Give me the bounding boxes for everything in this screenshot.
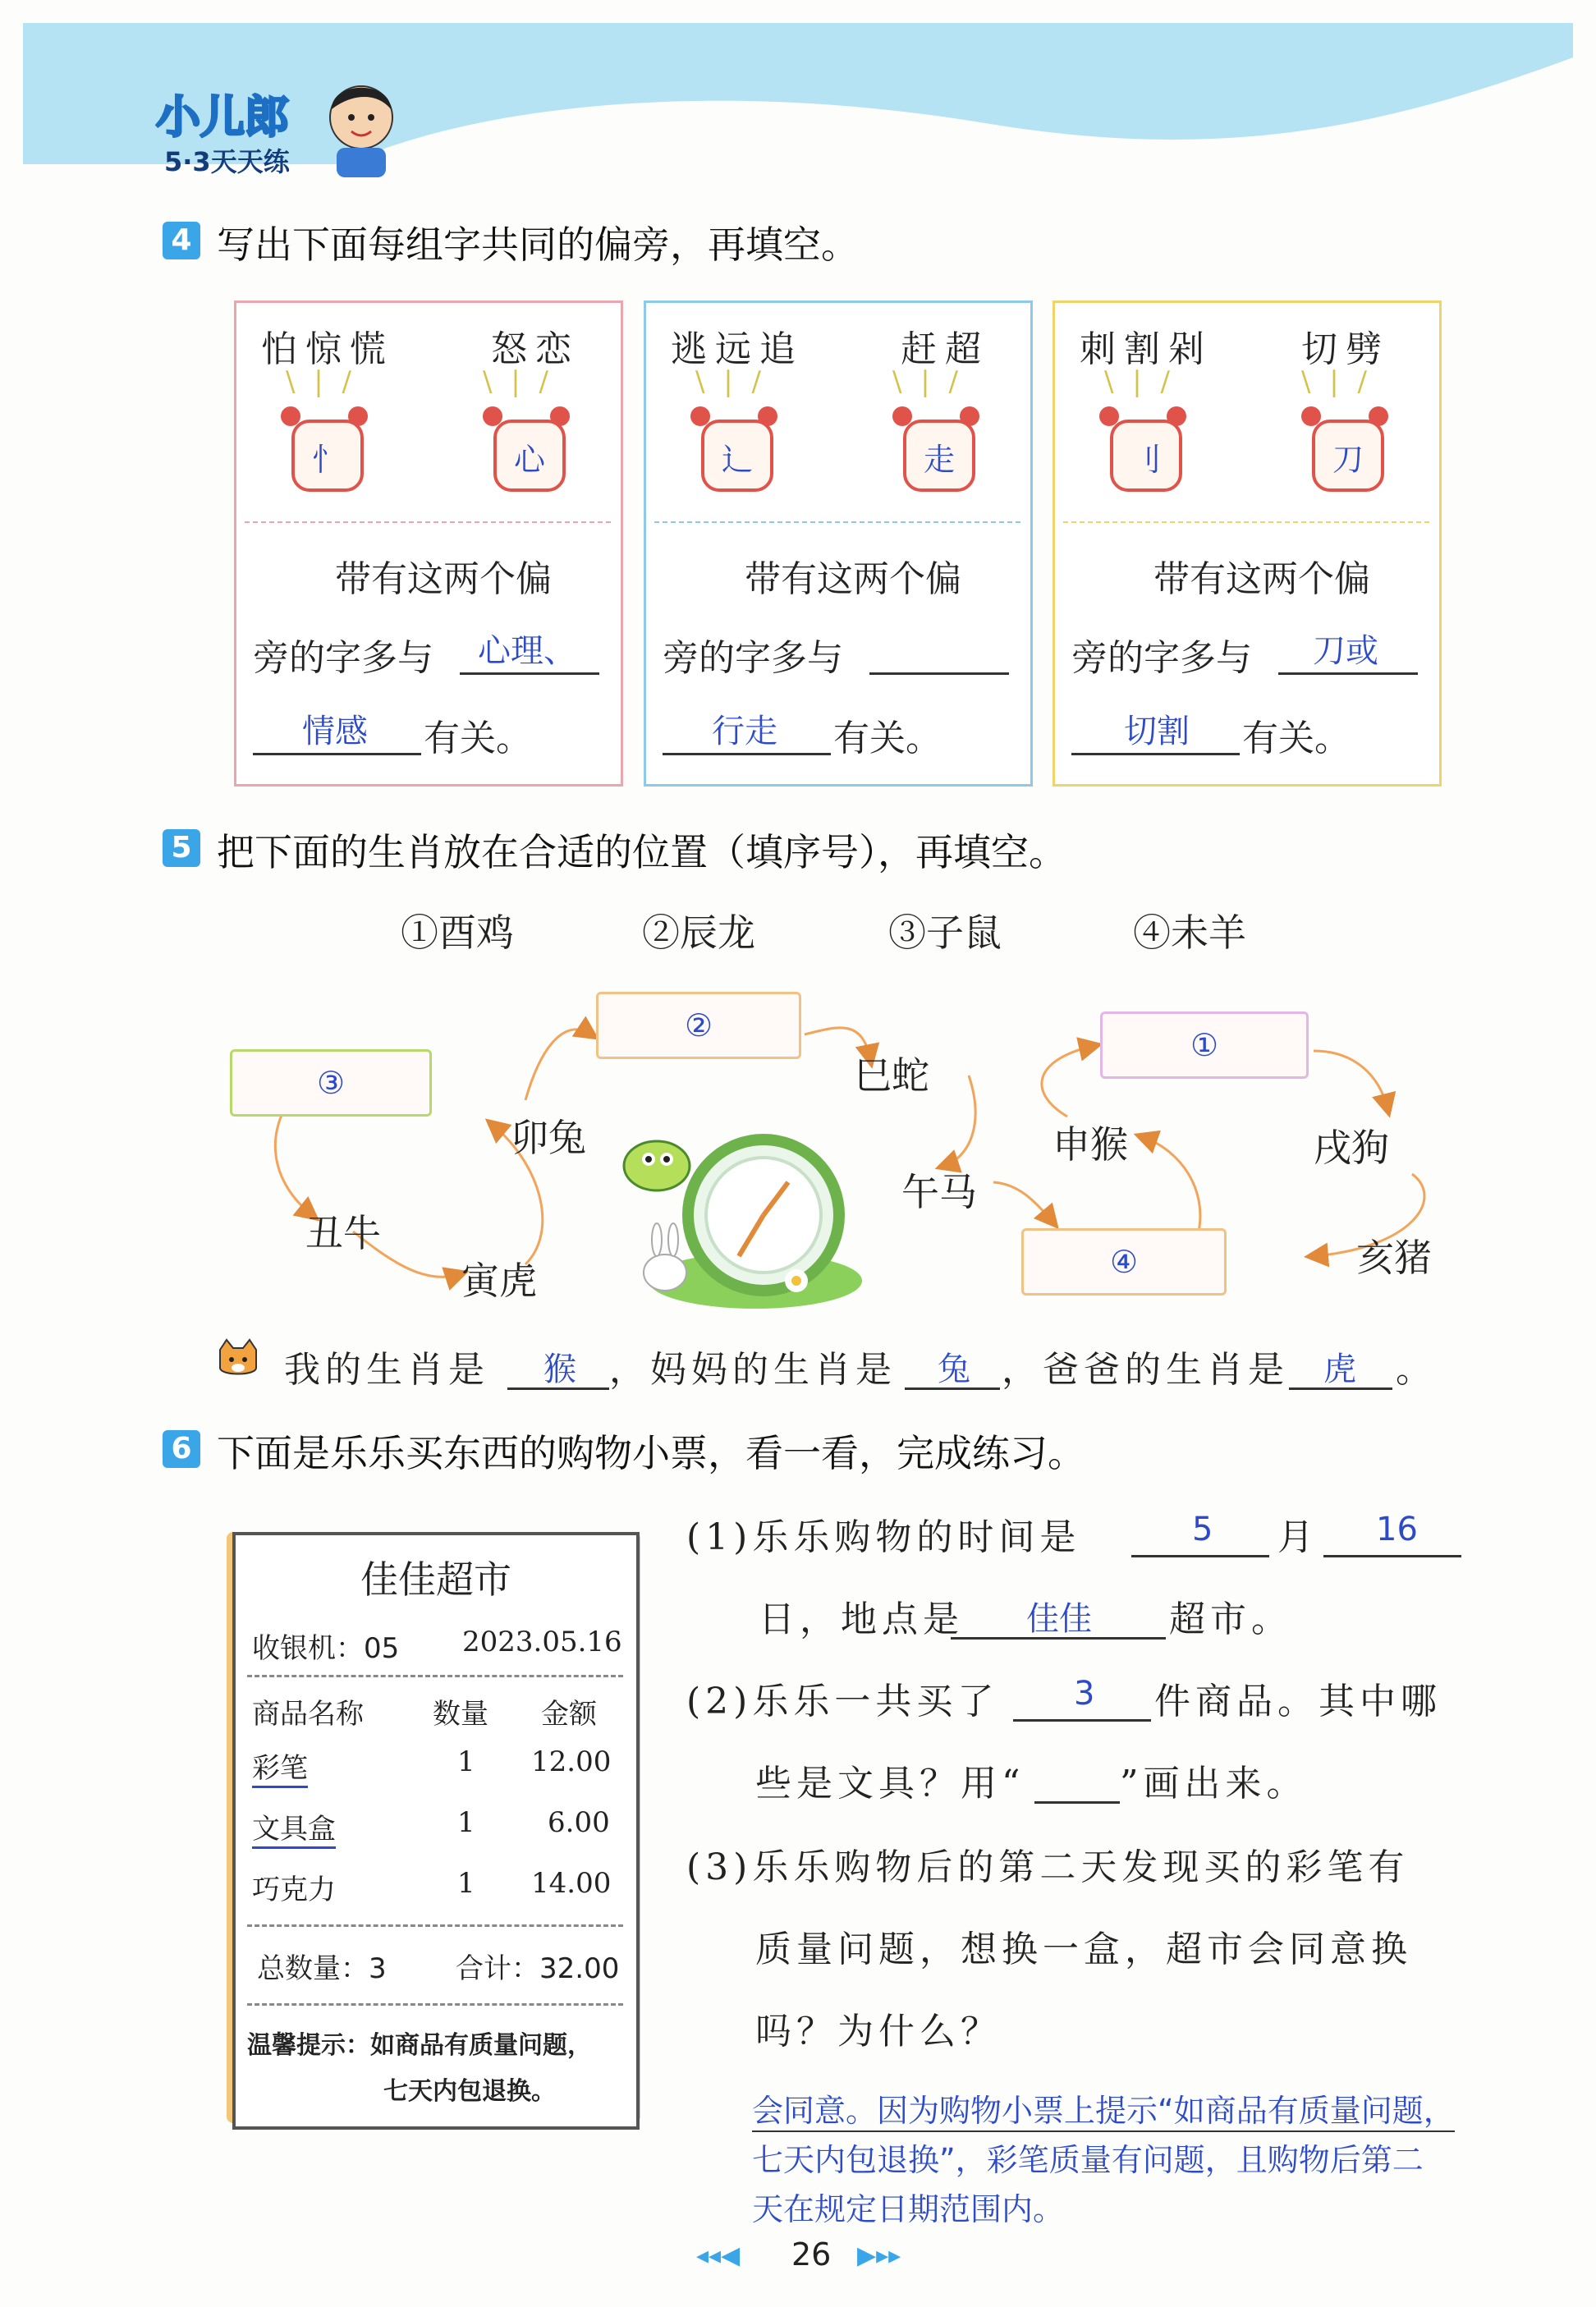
receipt-item-name[interactable]: 彩笔 bbox=[252, 1745, 308, 1788]
q4-p3-text3: 有关。 bbox=[1242, 718, 1351, 759]
q4-p2-group-a: 逃远追 bbox=[671, 328, 804, 370]
prev-page-arrows-icon[interactable]: ◂◂◀ bbox=[696, 2241, 741, 2270]
q5-option-2: ②辰龙 bbox=[642, 910, 755, 955]
q6-s2-part3: 些是文具？用“ bbox=[755, 1763, 1025, 1805]
crab-answer-box-icon bbox=[481, 401, 571, 492]
q4-p1-group-b: 怒恋 bbox=[491, 328, 580, 370]
crab-answer-box-icon bbox=[891, 401, 981, 492]
q6-s2-count[interactable]: 3 bbox=[1074, 1675, 1095, 1713]
divider bbox=[247, 1924, 623, 1927]
q6-s3-answer-line2[interactable]: 七天内包退换”，彩笔质量有问题，且购物后第二 bbox=[752, 2142, 1424, 2178]
q4-p2-blank1-line bbox=[869, 672, 1009, 675]
crab-answer-box-icon bbox=[689, 401, 779, 492]
q4-p3-text2: 旁的字多与 bbox=[1071, 637, 1252, 679]
q4-p3-text1: 带有这两个偏 bbox=[1153, 558, 1370, 600]
receipt-store-name: 佳佳超市 bbox=[360, 1557, 511, 1602]
q4-p3-blank2-line bbox=[1071, 753, 1240, 755]
q6-s1-day-line bbox=[1323, 1555, 1461, 1557]
q5-box-3[interactable]: ① bbox=[1100, 1011, 1309, 1079]
q4-p1-blank2-line bbox=[253, 753, 421, 755]
q4-p3-answer-a[interactable]: 刂 bbox=[1130, 442, 1162, 478]
q5-sentence-part1: 我的生肖是 bbox=[284, 1349, 489, 1391]
q6-s1-day[interactable]: 16 bbox=[1376, 1511, 1418, 1548]
q4-p1-blank1-line bbox=[460, 672, 599, 675]
q6-title: 下面是乐乐买东西的购物小票，看一看，完成练习。 bbox=[217, 1431, 1085, 1475]
zodiac-monkey: 申猴 bbox=[1053, 1122, 1128, 1167]
divider bbox=[247, 2003, 623, 2006]
receipt-date: 2023.05.16 bbox=[462, 1626, 622, 1658]
zodiac-snake: 巳蛇 bbox=[854, 1053, 929, 1098]
ray-icon: \ | / bbox=[1104, 365, 1175, 398]
brand-logo: 小儿郎 bbox=[156, 91, 289, 143]
q5-box-4[interactable]: ④ bbox=[1021, 1228, 1227, 1296]
q6-s2-count-line bbox=[1013, 1719, 1151, 1722]
q6-s3-line1: (3)乐乐购物后的第二天发现买的彩笔有 bbox=[686, 1846, 1410, 1888]
receipt-item-qty: 1 bbox=[457, 1806, 475, 1839]
divider bbox=[247, 1675, 623, 1677]
q6-s3-line3: 吗？为什么？ bbox=[755, 2011, 1002, 2052]
q6-s1-part2: 月 bbox=[1277, 1516, 1319, 1558]
q5-sentence-part2: ，妈妈的生肖是 bbox=[609, 1349, 897, 1391]
crab-answer-box-icon bbox=[279, 401, 369, 492]
ray-icon: \ | / bbox=[695, 365, 766, 398]
q5-blank2[interactable]: 兔 bbox=[938, 1351, 970, 1388]
q6-s1-place[interactable]: 佳佳 bbox=[1026, 1600, 1092, 1638]
q6-s1-month[interactable]: 5 bbox=[1192, 1511, 1213, 1548]
divider bbox=[654, 521, 1020, 523]
zodiac-horse: 午马 bbox=[901, 1170, 977, 1214]
ray-icon: \ | / bbox=[892, 365, 963, 398]
q4-p2-text3: 有关。 bbox=[833, 718, 942, 759]
q4-panel-3 bbox=[1053, 300, 1442, 787]
q4-title: 写出下面每组字共同的偏旁，再填空。 bbox=[217, 222, 859, 267]
page-number: 26 bbox=[791, 2236, 832, 2273]
ray-icon: \ | / bbox=[286, 365, 356, 398]
q4-p3-answer-b[interactable]: 刀 bbox=[1332, 442, 1364, 478]
q6-s1-part3: 日，地点是 bbox=[759, 1598, 964, 1640]
q5-sentence-part4: 。 bbox=[1396, 1349, 1437, 1391]
q5-option-1: ①酉鸡 bbox=[401, 910, 514, 955]
q5-title: 把下面的生肖放在合适的位置（填序号），再填空。 bbox=[217, 830, 1066, 874]
receipt-header-qty: 数量 bbox=[433, 1698, 488, 1731]
receipt-cashier: 收银机：05 bbox=[252, 1632, 400, 1665]
q4-p1-blank1[interactable]: 心理、 bbox=[478, 632, 576, 670]
q6-s3-line2: 质量问题，想换一盒，超市会同意换 bbox=[755, 1929, 1412, 1970]
ray-icon: \ | / bbox=[483, 365, 553, 398]
q6-s1-month-line bbox=[1131, 1555, 1269, 1557]
q6-s2-part4: ”画出来。 bbox=[1120, 1763, 1308, 1805]
q4-number: 4 bbox=[163, 222, 200, 259]
receipt-item-amount: 14.00 bbox=[531, 1867, 612, 1900]
q4-p2-text2: 旁的字多与 bbox=[663, 637, 843, 679]
q4-p2-answer-b[interactable]: 走 bbox=[923, 442, 955, 478]
q6-s2-part2: 件商品。其中哪 bbox=[1154, 1681, 1442, 1722]
crab-answer-box-icon bbox=[1300, 401, 1390, 492]
receipt-header-amount: 金额 bbox=[541, 1698, 597, 1731]
receipt-total-qty: 总数量：3 bbox=[257, 1952, 387, 1985]
q4-p1-answer-b[interactable]: 心 bbox=[513, 442, 545, 478]
divider bbox=[1063, 521, 1429, 523]
q4-p2-blank2[interactable]: 行走 bbox=[712, 713, 777, 750]
q4-p3-group-a: 刺割剁 bbox=[1080, 328, 1213, 370]
receipt-item-qty: 1 bbox=[457, 1867, 475, 1900]
q6-number: 6 bbox=[163, 1430, 200, 1468]
q4-p1-answer-a[interactable]: 忄 bbox=[311, 442, 343, 478]
receipt-tip-line2: 七天内包退换。 bbox=[383, 2077, 556, 2106]
ray-icon: \ | / bbox=[1301, 365, 1372, 398]
q6-s2-mark-line bbox=[1034, 1801, 1120, 1804]
zodiac-pig: 亥猪 bbox=[1356, 1236, 1432, 1280]
receipt-header-name: 商品名称 bbox=[252, 1698, 364, 1731]
q6-s1-part4: 超市。 bbox=[1169, 1598, 1292, 1640]
receipt-item-name[interactable]: 巧克力 bbox=[252, 1874, 336, 1906]
q5-option-3: ③子鼠 bbox=[888, 910, 1002, 955]
q4-p3-group-b: 切劈 bbox=[1301, 328, 1390, 370]
q4-p3-blank1[interactable]: 刀或 bbox=[1313, 632, 1378, 670]
next-page-arrows-icon[interactable]: ▶▸▸ bbox=[857, 2241, 901, 2270]
receipt-total-amount: 合计：32.00 bbox=[456, 1952, 620, 1985]
q4-panel-1 bbox=[234, 300, 623, 787]
snake-clock-illustration-icon bbox=[608, 1117, 870, 1314]
receipt-item-amount: 6.00 bbox=[548, 1806, 610, 1839]
receipt-item-qty: 1 bbox=[457, 1745, 475, 1778]
q4-p3-blank2[interactable]: 切割 bbox=[1124, 713, 1190, 750]
q4-p2-group-b: 赶超 bbox=[901, 328, 989, 370]
q5-blank3[interactable]: 虎 bbox=[1323, 1351, 1356, 1388]
q4-p3-blank1-line bbox=[1278, 672, 1418, 675]
q4-p2-blank2-line bbox=[663, 753, 831, 755]
boy-mascot-icon bbox=[320, 72, 402, 179]
brand-subtitle: 5·3天天练 bbox=[164, 146, 290, 177]
q5-box-1[interactable]: ③ bbox=[230, 1049, 432, 1117]
q4-p1-text1: 带有这两个偏 bbox=[335, 558, 552, 600]
crab-answer-box-icon bbox=[1098, 401, 1188, 492]
q4-p2-text1: 带有这两个偏 bbox=[745, 558, 961, 600]
q5-number: 5 bbox=[163, 829, 200, 867]
q6-s3-answer-line1[interactable]: 会同意。因为购物小票上提示“如商品有质量问题， bbox=[752, 2085, 1455, 2132]
q5-sentence-part3: ，爸爸的生肖是 bbox=[1002, 1349, 1289, 1391]
q4-p1-text2: 旁的字多与 bbox=[253, 637, 433, 679]
q5-box-2[interactable]: ② bbox=[596, 992, 801, 1059]
q6-s1-part1: (1)乐乐购物的时间是 bbox=[686, 1516, 1081, 1558]
q5-blank1[interactable]: 猴 bbox=[543, 1351, 576, 1388]
divider bbox=[245, 521, 611, 523]
receipt-item-amount: 12.00 bbox=[531, 1745, 612, 1778]
q6-s2-part1: (2)乐乐一共买了 bbox=[686, 1681, 999, 1722]
zodiac-dog: 戌狗 bbox=[1314, 1126, 1389, 1170]
q4-p1-group-a: 怕惊慌 bbox=[261, 328, 394, 370]
q4-panel-2 bbox=[644, 300, 1033, 787]
q6-s3-answer-line3[interactable]: 天在规定日期范围内。 bbox=[752, 2191, 1065, 2227]
cat-icon bbox=[215, 1338, 261, 1379]
q4-p2-answer-a[interactable]: 辶 bbox=[721, 442, 753, 478]
q5-option-4: ④未羊 bbox=[1133, 910, 1246, 955]
shopping-receipt bbox=[232, 1532, 640, 2130]
receipt-tip-line1: 温馨提示：如商品有质量问题， bbox=[247, 2031, 592, 2060]
q4-p1-blank2[interactable]: 情感 bbox=[302, 713, 368, 750]
zodiac-rabbit: 卯兔 bbox=[511, 1116, 586, 1160]
zodiac-ox: 丑牛 bbox=[305, 1211, 381, 1255]
q4-p1-text3: 有关。 bbox=[424, 718, 532, 759]
zodiac-tiger: 寅虎 bbox=[461, 1259, 537, 1303]
receipt-item-name[interactable]: 文具盒 bbox=[252, 1806, 336, 1849]
